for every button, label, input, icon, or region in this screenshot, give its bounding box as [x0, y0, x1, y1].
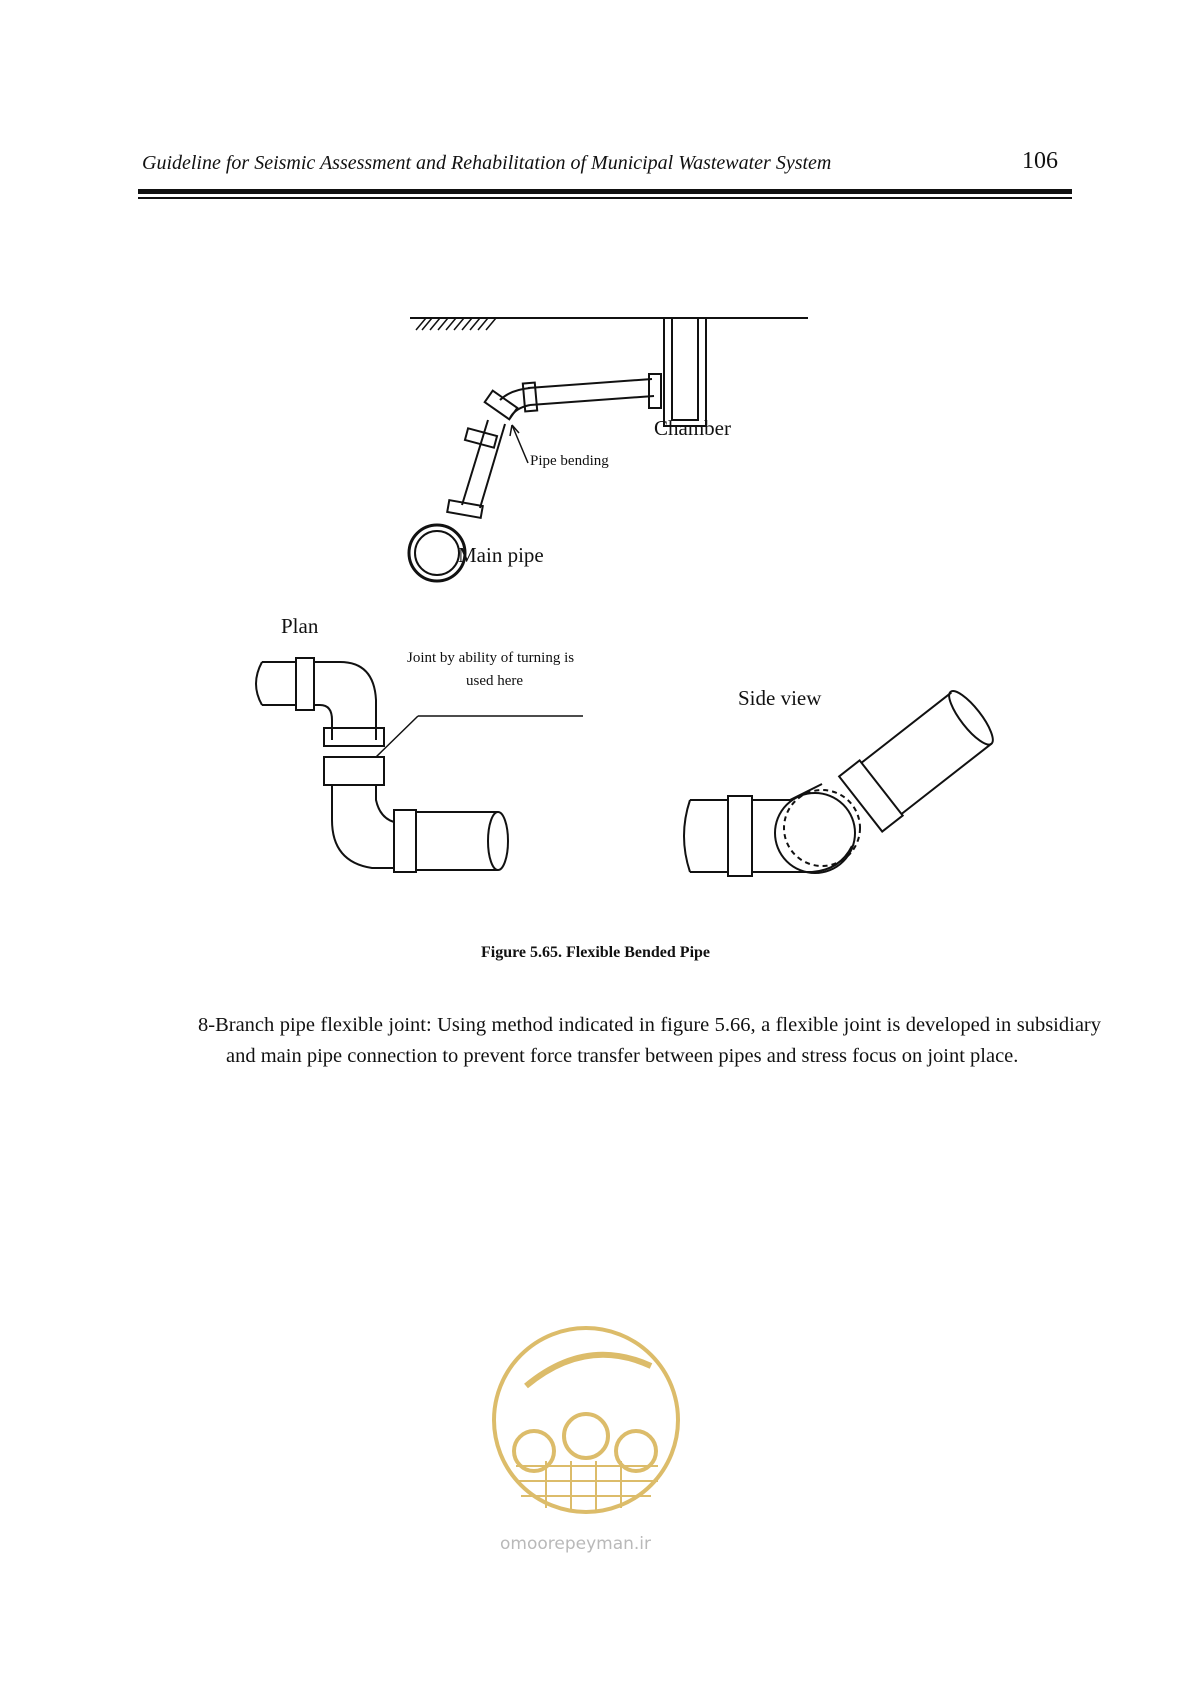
page-number: 106 [1022, 148, 1058, 174]
label-pipe-bending: Pipe bending [530, 453, 609, 469]
label-joint-line2: used here [466, 673, 524, 689]
label-side-view: Side view [738, 686, 822, 710]
label-main-pipe: Main pipe [458, 543, 544, 567]
body-paragraph: 8-Branch pipe flexible joint: Using method indicated in figure 5.66, a flexible joint is developed in subsidiary and main pipe connection to prevent force transfer between pipes and stress focus on joint place. [198, 1014, 1101, 1067]
figure-caption: Figure 5.65. Flexible Bended Pipe [480, 944, 711, 961]
watermark-logo [486, 1316, 686, 1526]
label-plan: Plan [281, 614, 319, 638]
header-rule-thin [138, 197, 1072, 199]
label-joint-line1: Joint by ability of turning is [407, 650, 575, 666]
section-drawing [409, 318, 808, 581]
watermark-url: omoorepeyman.ir [500, 1534, 652, 1554]
side-view-drawing [684, 684, 1000, 876]
header-rule [138, 189, 1072, 194]
header-title: Guideline for Seismic Assessment and Rehabilitation of Municipal Wastewater System [142, 152, 832, 174]
plan-drawing [256, 658, 583, 872]
label-chamber: Chamber [654, 416, 731, 440]
